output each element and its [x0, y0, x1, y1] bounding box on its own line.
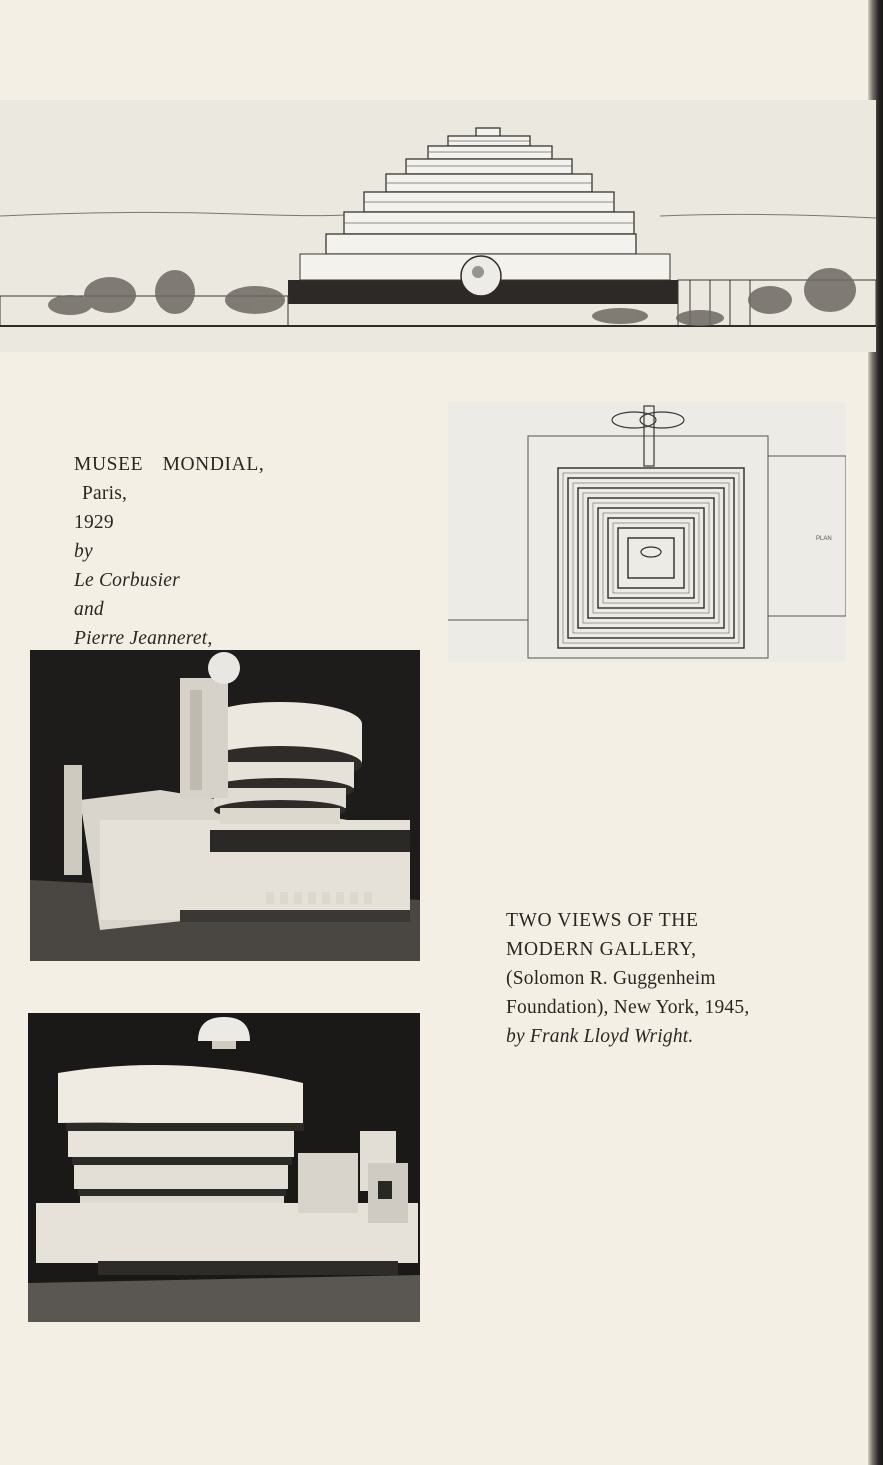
caption-2-line-4: Foundation), New York, 1945,	[506, 997, 750, 1018]
caption-2-line-2: MODERN GALLERY,	[506, 939, 697, 960]
musee-mondial-elevation-drawing	[0, 100, 876, 352]
guggenheim-model-photo-1	[30, 650, 420, 961]
caption-by: by	[74, 541, 93, 562]
musee-mondial-plan-drawing	[448, 402, 846, 662]
caption-2-line-1: TWO VIEWS OF THE	[506, 910, 699, 931]
caption-2-line-3: (Solomon R. Guggenheim	[506, 968, 716, 989]
caption-and: and	[74, 599, 104, 620]
caption-2-line-5: by Frank Lloyd Wright.	[506, 1026, 694, 1047]
caption-author-1: Le Corbusier	[74, 570, 180, 591]
caption-place: Paris,	[82, 483, 128, 504]
caption-title: MUSEE MONDIAL,	[74, 454, 265, 475]
guggenheim-model-photo-2	[28, 1013, 420, 1322]
plan-label: PLAN	[816, 536, 832, 542]
caption-author-2: Pierre Jeanneret,	[74, 628, 213, 649]
caption-year: 1929	[74, 512, 114, 533]
modern-gallery-caption	[506, 906, 846, 1051]
